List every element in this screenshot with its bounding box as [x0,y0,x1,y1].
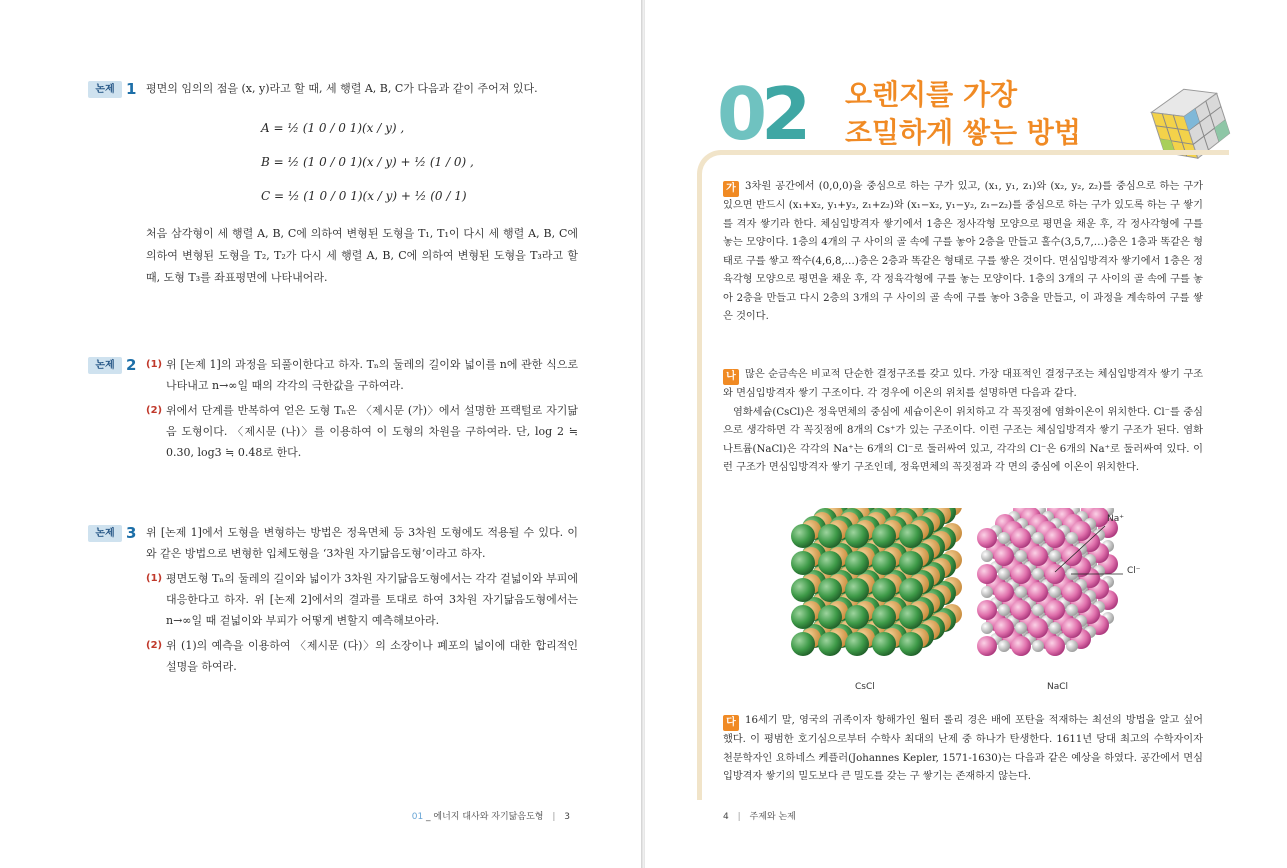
problem-number: 2 [126,356,137,374]
equation-a: A = ½ (1 0 / 0 1)(x / y) , [261,120,405,135]
problem-1-tag [88,79,136,100]
sub-number: (1) [146,359,163,370]
cl-ion-sphere [845,551,869,575]
problem-1 [88,78,578,289]
na-ion-sphere [1049,622,1061,634]
na-ion-sphere [998,604,1010,616]
footer-chapter-number: 01 [411,812,424,822]
cl-ion-sphere [977,564,997,584]
right-footer [723,809,796,822]
cl-ion-sphere [1045,564,1065,584]
chapter-number [717,74,805,154]
cl-ion-sphere [845,578,869,602]
problem-3-sub-1 [146,568,578,631]
cl-ion-sphere [818,524,842,548]
na-ion-sphere [1032,604,1044,616]
na-ion-sphere [998,568,1010,580]
crystal-structure-figure [755,508,1185,698]
sub-text: 평면도형 Tₙ의 둘레의 길이와 넓이가 3차원 자기닮음도형에서는 각각 겉넓이와 부피에 대응한다고 하자. 위 [논제 2]에서의 결과를 토대로 하여 3차원 자기닮음도형에서는 n→∞일 때 겉넓이와 부피가 어떻게 변할지 예측해보아라. [166,572,578,627]
cl-ion-sphere [1045,636,1065,656]
section-na-text-2: 염화세슘(CsCl)은 정육면체의 중심에 세슘이온이 위치하고 각 꼭짓점에 염화이온이 위치한다. Cl⁻를 중심으로 생각하면 각 꼭짓점에 8개의 Cs⁺가 있는 구조이다. 이런 구조는 체심입방격자 쌓기 구조가 된다. 염화나트륨(NaCl)은 각각의 Na⁺는 6개의 Cl⁻로 둘러싸여 있고, 각각의 Cl⁻은 6개의 Na⁺로 둘러싸여 있다. 이런 구조가 면심입방격자 쌓기 구조인데, 정육면체의 꼭짓점과 각 면의 중심에 이온이 위치한다. [723,406,1203,473]
cl-ion-sphere [818,632,842,656]
problem-2 [88,354,578,463]
cl-ion-sphere [899,551,923,575]
cl-ion-sphere [1062,582,1082,602]
problem-tag-badge: 논제 [88,81,122,98]
chapter-title-line-1: 오렌지를 가장 [845,78,1018,111]
cl-ion-sphere [977,600,997,620]
cl-ion-sphere [994,618,1014,638]
matrix-equations [261,111,578,213]
nacl-lattice [977,508,1118,656]
cl-ion-sphere [872,524,896,548]
footer-page-number: 4 [723,812,729,822]
problem-tag-badge: 논제 [88,525,122,542]
footer-separator: | [737,812,741,822]
problem-number: 1 [126,80,137,98]
cl-ion-sphere [791,551,815,575]
cl-ion-sphere [899,632,923,656]
problem-1-intro: 평면의 임의의 점을 (x, y)라고 할 때, 세 행렬 A, B, C가 다음과 같이 주어져 있다. [146,82,538,95]
section-da-text: 16세기 말, 영국의 귀족이자 항해가인 월터 롤리 경은 배에 포탄을 적재하는 최선의 방법을 알고 싶어 했다. 이 평범한 호기심으로부터 수학사 최대의 난제 중 하나가 탄생한다. 1611년 당대 최고의 수학자이자 천문학자인 요하네스 케플러(Johannes Kepler, 1571-1630)는 다음과 같은 예상을 하였다. 공간에서 면심입방격자 쌓기의 밀도보다 큰 밀도를 갖는 구 쌓기는 존재하지 않는다. [723,715,1203,782]
problem-tag-badge: 논제 [88,357,122,374]
crystal-lattice-drawing [755,508,1185,698]
section-na [723,366,1203,478]
cl-ion-sphere [977,528,997,548]
cl-ion-sphere [845,632,869,656]
cl-ion-sphere [1045,600,1065,620]
cl-ion-sphere [994,582,1014,602]
problem-number: 3 [126,524,137,542]
footer-section-title: 주제와 논제 [749,812,796,822]
cl-ion-sphere [1028,618,1048,638]
na-ion-sphere [1032,640,1044,652]
cl-ion-label: Cl⁻ [1127,566,1141,576]
section-badge: 가 [723,181,739,197]
cl-ion-sphere [872,605,896,629]
chapter-digit-2: 2 [761,72,806,156]
na-ion-sphere [1049,550,1061,562]
cl-ion-sphere [899,605,923,629]
cl-ion-sphere [818,578,842,602]
cl-ion-sphere [791,605,815,629]
footer-chapter-title: _ 에너지 대사와 자기닮음도형 [426,812,544,822]
chapter-title [845,76,1081,152]
equation-c: C = ½ (1 0 / 0 1)(x / y) + ½ (0 / 1) [261,188,467,203]
cscl-label: CsCl [855,682,875,692]
problem-2-tag [88,355,136,376]
problem-3-tag [88,523,136,544]
cl-ion-sphere [872,578,896,602]
sub-number: (1) [146,573,163,584]
na-ion-sphere [981,550,993,562]
cl-ion-sphere [1011,528,1031,548]
na-ion-sphere [1015,622,1027,634]
cl-ion-sphere [1011,600,1031,620]
section-da [723,712,1203,787]
right-page [645,0,1287,868]
na-ion-sphere [1032,532,1044,544]
na-ion-sphere [1066,604,1078,616]
cl-ion-sphere [1045,528,1065,548]
cl-ion-sphere [818,605,842,629]
section-ga [723,178,1203,327]
cl-ion-sphere [994,546,1014,566]
na-ion-sphere [1066,640,1078,652]
cscl-lattice [791,508,962,656]
sub-text: 위 [논제 1]의 과정을 되풀이한다고 하자. Tₙ의 둘레의 길이와 넓이를 n에 관한 식으로 나타내고 n→∞일 때의 각각의 극한값을 구하여라. [166,358,578,392]
na-ion-sphere [1032,568,1044,580]
footer-separator: | [552,812,556,822]
section-ga-text: 3차원 공간에서 (0,0,0)을 중심으로 하는 구가 있고, (x₁, y₁, z₁)와 (x₂, y₂, z₂)를 중심으로 하는 구가 있으면 반드시 (x₁+x₂, y₁+y₂, z₁+z₂)와 (x₁−x₂, y₁−y₂, z₁−z₂)를 중심으로 하는 구가 있도록 하는 구 쌓기를 격자 쌓기라 한다. 체심입방격자 쌓기에서 1층은 정사각형 모양으로 평면을 채운 후, 각 정사각형에 구를 놓는 모양이다. 1층의 4개의 구 사이의 골 속에 구를 놓아 2층을 만들고 홀수(3,5,7,…)층은 1층과 똑같은 형태로 구를 쌓고 짝수(4,6,8,…)층은 2층과 똑같은 형태로 구를 쌓은 것이다. 면심입방격자 쌓기에서 1층은 정육각형 모양으로 평면을 채운 후, 각 정육각형에 구를 놓는 모양이다. 1층의 3개의 구 사이의 골 속에 구를 놓아 2층을 만들고 다시 2층의 3개의 구 사이의 골 속에 구를 놓아 3층을 만들고, 이 과정을 계속하여 구를 쌓은 것이다. [723,181,1203,322]
section-badge: 다 [723,715,739,731]
cl-ion-sphere [872,551,896,575]
left-page [0,0,642,868]
na-ion-sphere [1015,550,1027,562]
sub-number: (2) [146,640,163,651]
cl-ion-sphere [791,632,815,656]
na-ion-sphere [1066,532,1078,544]
problem-3-intro: 위 [논제 1]에서 도형을 변형하는 방법은 정육면체 등 3차원 도형에도 적용될 수 있다. 이와 같은 방법으로 변형한 입체도형을 ‘3차원 자기닮음도형’이라고 하자. [146,526,578,560]
na-ion-sphere [1015,586,1027,598]
cl-ion-sphere [899,524,923,548]
na-ion-label: Na⁺ [1107,514,1124,524]
sub-number: (2) [146,405,163,416]
equation-b: B = ½ (1 0 / 0 1)(x / y) + ½ (1 / 0) , [261,154,474,169]
problem-1-body: 처음 삼각형이 세 행렬 A, B, C에 의하여 변형된 도형을 T₁, T₁이 다시 세 행렬 A, B, C에 의하여 변형된 도형을 T₂, T₂가 다시 세 행렬 A, B, C에 의하여 변형된 도형을 T₃라고 할 때, 도형 T₃를 좌표평면에 나타내어라. [146,227,578,284]
na-ion-sphere [998,640,1010,652]
cl-ion-sphere [791,524,815,548]
section-na-text-1: 많은 순금속은 비교적 단순한 결정구조를 갖고 있다. 가장 대표적인 결정구조는 체심입방격자 쌓기 구조와 면심입방격자 쌓기 구조이다. 각 경우에 이온의 위치를 설명하면 다음과 같다. [723,369,1203,399]
cl-ion-sphere [1028,582,1048,602]
cl-ion-sphere [872,632,896,656]
chapter-digit-0: 0 [717,72,762,156]
na-ion-sphere [998,532,1010,544]
cl-ion-sphere [1011,564,1031,584]
cl-ion-sphere [1028,546,1048,566]
na-ion-sphere [981,586,993,598]
na-ion-sphere [1049,586,1061,598]
cl-ion-sphere [791,578,815,602]
nacl-label: NaCl [1047,682,1069,692]
section-badge: 나 [723,369,739,385]
cl-ion-sphere [818,551,842,575]
cl-ion-sphere [899,578,923,602]
cl-ion-sphere [1062,618,1082,638]
sub-text: 위에서 단계를 반복하여 얻은 도형 Tₙ은 〈제시문 (가)〉에서 설명한 프랙털로 자기닮음 도형이다. 〈제시문 (나)〉를 이용하여 이 도형의 차원을 구하여라. 단, log 2 ≒ 0.30, log3 ≒ 0.48로 한다. [166,404,578,459]
cl-ion-sphere [1011,636,1031,656]
sub-text: 위 (1)의 예측을 이용하여 〈제시문 (다)〉의 소장이나 폐포의 넓이에 대한 합리적인 설명을 하여라. [166,639,578,673]
left-footer [412,809,570,822]
problem-2-sub-1 [146,354,578,396]
cl-ion-sphere [977,636,997,656]
cl-ion-sphere [845,524,869,548]
na-ion-sphere [981,622,993,634]
problem-3-sub-2 [146,635,578,677]
cl-ion-sphere [845,605,869,629]
problem-3 [88,522,578,677]
problem-2-sub-2 [146,400,578,463]
footer-page-number: 3 [564,812,570,822]
chapter-title-line-2: 조밀하게 쌓는 방법 [845,116,1081,149]
